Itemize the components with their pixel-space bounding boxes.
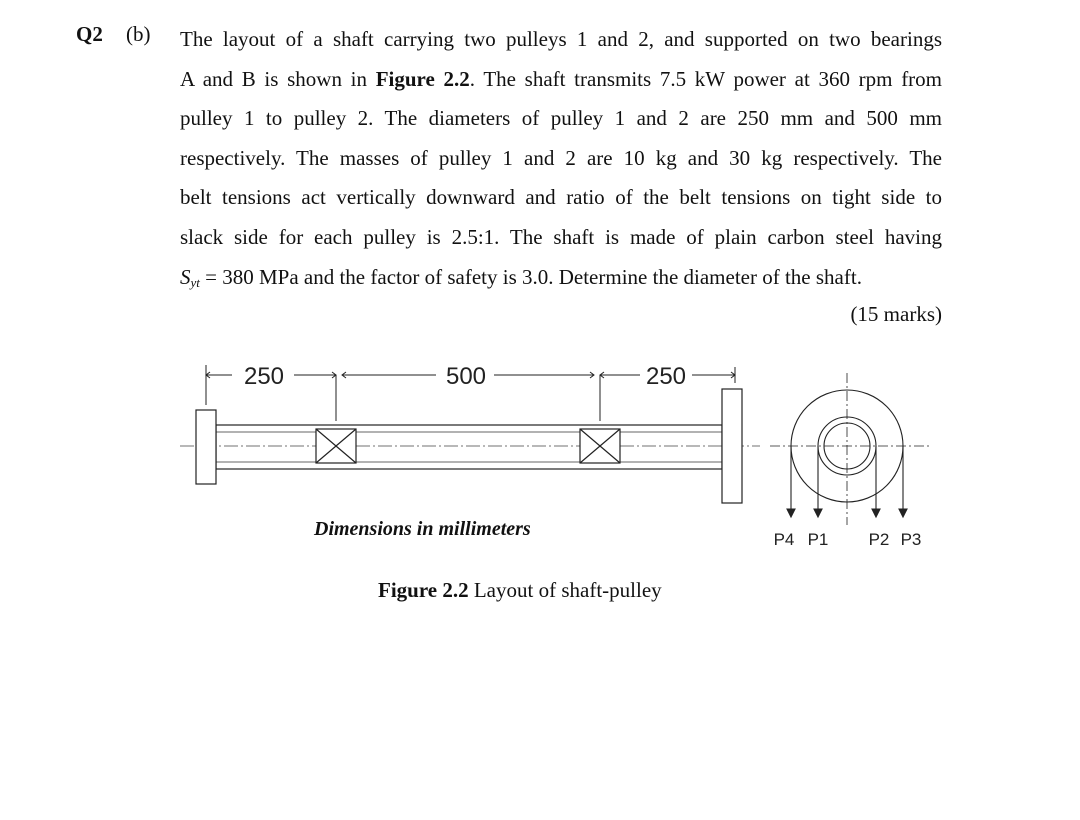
- text-line: pulley 1 to pulley 2. The diameters of pulley 1 and 2 are 250 mm and 500 mm: [180, 106, 942, 131]
- dimensions-note: Dimensions in millimeters: [314, 518, 531, 540]
- marks-label: (15 marks): [850, 302, 942, 326]
- dimension-right: 250: [645, 363, 687, 390]
- text-line: respectively. The masses of pulley 1 and 2 are 10 kg and 30 kg respectively. The: [180, 145, 942, 170]
- question-part: (b): [126, 22, 151, 46]
- pulley-end-view: [770, 373, 930, 525]
- yield-strength-symbol: $S_{yt}$: [180, 264, 200, 290]
- figure-caption: [378, 578, 662, 603]
- load-label-p2: P2: [868, 530, 890, 549]
- dimension-middle: 500: [445, 363, 487, 390]
- pulley-2: [722, 389, 742, 503]
- dimension-left: 250: [243, 363, 285, 390]
- figure-reference: Figure 2.2: [375, 66, 470, 91]
- question-number: Q2: [76, 22, 103, 46]
- text-line: belt tensions act vertically downward and ratio of the belt tensions on tight side to: [180, 185, 942, 210]
- bearing-b: [580, 429, 620, 463]
- bearing-a: [316, 429, 356, 463]
- figure-caption-text: Layout of shaft-pulley: [468, 578, 662, 602]
- load-label-p3: P3: [900, 530, 922, 549]
- figure-caption-label: Figure 2.2: [378, 578, 469, 602]
- text-line: A and B is shown in Figure 2.2. The shaft transmits 7.5 kW power at 360 rpm from: [180, 66, 943, 91]
- shaft-pulley-figure: [170, 355, 940, 555]
- text-line: $S_{yt} = 380$ MPa and the factor of safety is 3.0. Determine the diameter of the shaft.: [180, 264, 862, 290]
- load-label-p1: P1: [807, 530, 829, 549]
- pulley-1: [196, 410, 216, 484]
- text-line: slack side for each pulley is 2.5:1. The shaft is made of plain carbon steel having: [180, 224, 942, 249]
- question-text: [180, 20, 942, 297]
- load-label-p4: P4: [773, 530, 795, 549]
- text-line: The layout of a shaft carrying two pulleys 1 and 2, and supported on two bearings: [180, 27, 942, 51]
